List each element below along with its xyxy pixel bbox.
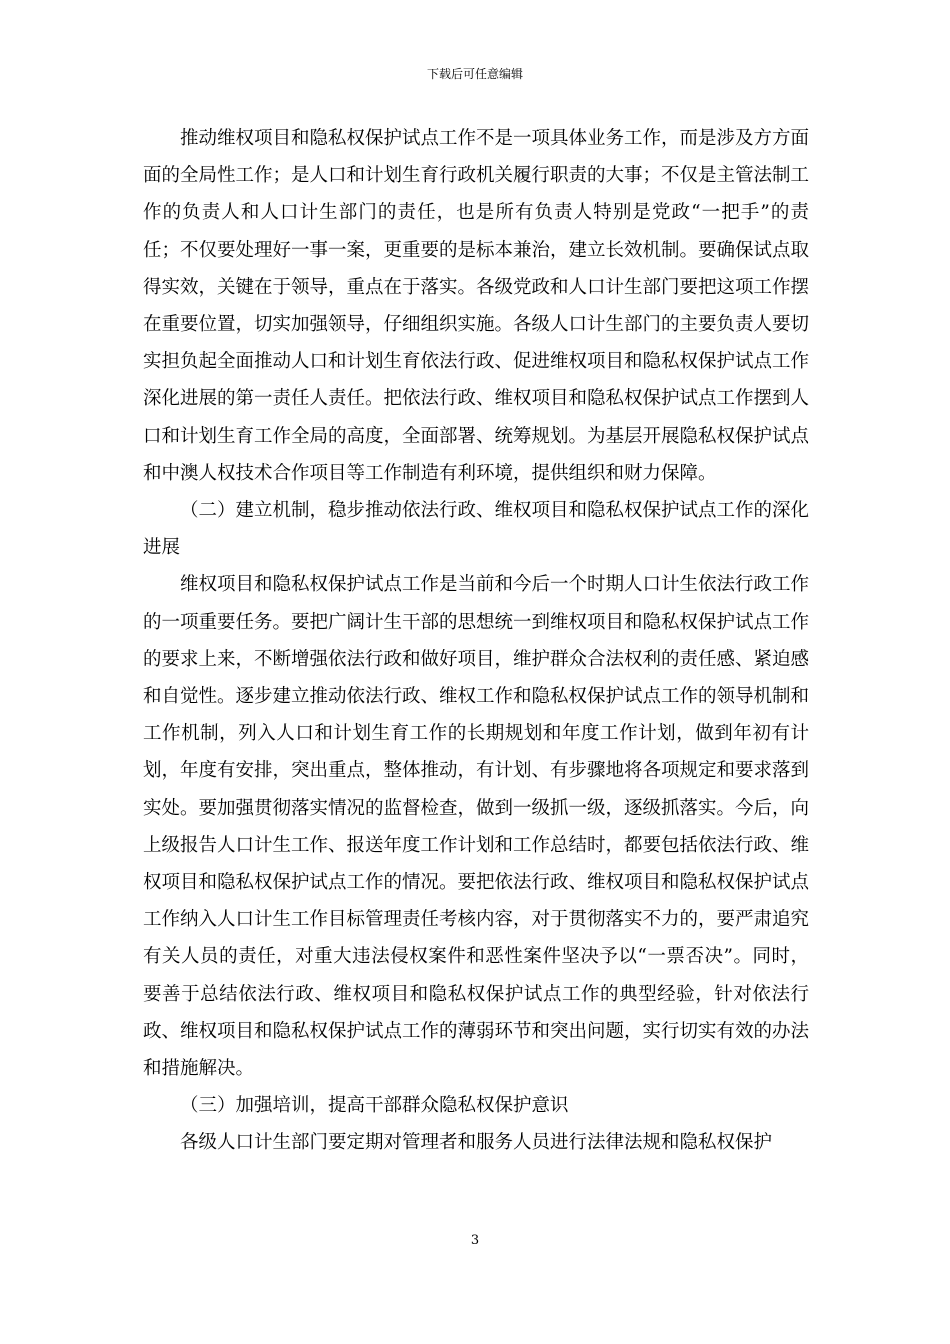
paragraph-mechanism: 维权项目和隐私权保护试点工作是当前和今后一个时期人口计生依法行政工作的一项重要任务。要把广阔计生干部的思想统一到维权项目和隐私权保护试点工作的要求上来，不断增强依法行政和做好项目，维护群众合法权利的责任感、紧迫感和自觉性。逐步建立推动依法行政、维权工作和隐私权保护试点工作的领导机制和工作机制，列入人口和计划生育工作的长期规划和年度工作计划，做到年初有计划，年度有安排，突出重点，整体推动，有计划、有步骤地将各项规定和要求落到实处。要加强贯彻落实情况的监督检查，做到一级抓一级，逐级抓落实。今后，向上级报告人口计生工作、报送年度工作计划和工作总结时，都要包括依法行政、维权项目和隐私权保护试点工作的情况。要把依法行政、维权项目和隐私权保护试点工作纳入人口计生工作目标管理责任考核内容，对于贯彻落实不力的，要严肃追究有关人员的责任，对重大违法侵权案件和恶性案件坚决予以“一票否决”。同时，要善于总结依法行政、维权项目和隐私权保护试点工作的典型经验，针对依法行政、维权项目和隐私权保护试点工作的薄弱环节和突出问题，实行切实有效的办法和措施解决。 bbox=[143, 574, 810, 1080]
section-heading-3: （三）加强培训，提高干部群众隐私权保护意识 bbox=[180, 1095, 569, 1117]
section-heading-2: （二）建立机制，稳步推动依法行政、维权项目和隐私权保护试点工作的深化进展 bbox=[143, 500, 810, 559]
paragraph-leadership: 推动维权项目和隐私权保护试点工作不是一项具体业务工作，而是涉及方方面面的全局性工作；是人口和计划生育行政机关履行职责的大事；不仅是主管法制工作的负责人和人口计生部门的责任，也是所有负责人特别是党政“一把手”的责任；不仅要处理好一事一案，更重要的是标本兼治，建立长效机制。要确保试点取得实效，关键在于领导，重点在于落实。各级党政和人口计生部门要把这项工作摆在重要位置，切实加强领导，仔细组织实施。各级人口计生部门的主要负责人要切实担负起全面推动人口和计划生育依法行政、促进维权项目和隐私权保护试点工作深化进展的第一责任人责任。把依法行政、维权项目和隐私权保护试点工作摆到人口和计划生育工作全局的高度，全面部署、统筹规划。为基层开展隐私权保护试点和中澳人权技术合作项目等工作制造有利环境，提供组织和财力保障。 bbox=[143, 128, 810, 484]
page-header: 下载后可任意编辑 bbox=[426, 67, 523, 81]
paragraph-training: 各级人口计生部门要定期对管理者和服务人员进行法律法规和隐私权保护 bbox=[180, 1132, 773, 1154]
page-number: 3 bbox=[470, 1233, 480, 1248]
document-body bbox=[143, 120, 809, 1162]
